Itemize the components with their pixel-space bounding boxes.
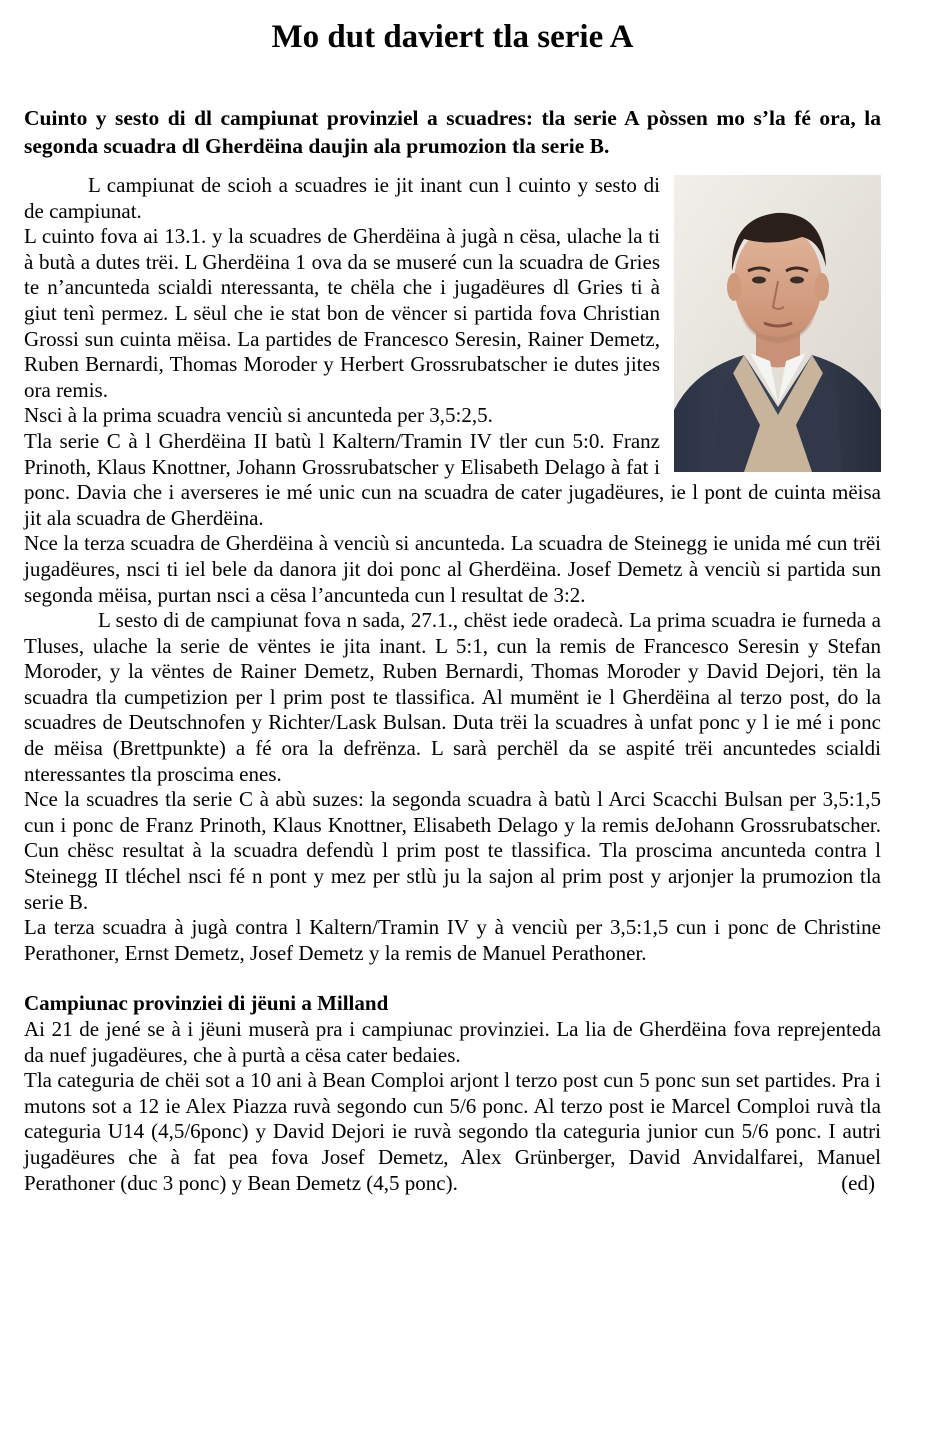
- article-lead: Cuinto y sesto di dl campiunat provinziel a scuadres: tla serie A pòssen mo s’la fé ora, la segonda scuadra dl Gherdëina daujin ala prumozion tla serie B.: [24, 106, 881, 158]
- paragraph-serie-c-second: Nce la scuadres tla serie C à abù suzes: la segonda scuadra à batù l Arci Scacchi Bulsan per 3,5:1,5 cun i ponc de Franz Prinoth, Klaus Knottner, Elisabeth Delago y la remis deJohann Grossrubatscher. Cun chësc resultat à la scuadra defendù l prim post te tlassifica. Tla proscima ancunteda contra l Steinegg II tléchel nsci fé n pont y mez per stlù ju la sajon al prim post y arjonjer la prumozion tla serie B.: [24, 787, 881, 914]
- paragraph-youth-results: Tla categuria de chëi sot a 10 ani à Bean Comploi arjont l terzo post cun 5 ponc sun set partides. Pra i mutons sot a 12 ie Alex Piazza ruvà segondo cun 5/6 ponc. Al terzo post ie Marcel Comploi ruvà tla categuria U14 (4,5/6ponc) y David Dejori ie ruvà segondo tla categuria junior cun 5/6 ponc. I autri jugadëures che à fat pea fova Josef Demetz, Alex Grünberger, David Anvidalfarei, Manuel Perathoner (duc 3 ponc) y Bean Demetz (4,5 ponc).: [24, 1068, 881, 1195]
- portrait-illustration: [674, 175, 881, 472]
- paragraph-serie-c: Tla serie C à l Gherdëina II batù l Kaltern/Tramin IV tler cun 5:0. Franz Prinoth, Klaus Knottner, Johann Grossrubatscher y Elisabeth Delago à fat i ponc. Davia che i averseres ie mé unic cun na scuadra de cater jugadëures, ie l pont de cuinta mëisa jit ala scuadra de Gherdëina.: [24, 428, 881, 530]
- article-body: [24, 173, 881, 1196]
- paragraph-round-six: L sesto di de campiunat fova n sada, 27.1., chëst iede oradecà. La prima scuadra ie furneda a Tluses, ulache la serie de vëntes ie jita inant. L 5:1, cun la remis de Francesco Seresin y Stefan Moroder, y la vëntes de Rainer Demetz, Ruben Bernardi, Thomas Moroder y David Dejori, tën la scuadra tla cumpetizion per l prim post te tlassifica. Al mumënt ie l Gherdëina al terzo post, do la scuadres de Deutschnofen y Richter/Lask Bulsan. Duta trëi la scuadres à unfat ponc y l ie mé i ponc de mëisa (Brettpunkte) a fé ora la defrënza. L sarà perchël da se aspité trëi ancuntedes scialdi nteressantes tla proscima enes.: [24, 608, 881, 786]
- portrait-photo: [674, 175, 881, 472]
- paragraph-third-team: Nce la terza scuadra de Gherdëina à venciù si ancunteda. La scuadra de Steinegg ie unida mé cun trëi jugadëures, nsci ti iel bele da danora jit doi ponc al Gherdëina. Josef Demetz à venciù si partida sun segonda mëisa, purtan nsci a cësa l’ancunteda cun l resultat de 3:2.: [24, 531, 881, 607]
- author-signature: (ed): [841, 1170, 875, 1195]
- closing-row: [24, 1068, 881, 1196]
- article-page: [24, 0, 881, 1196]
- paragraph-first-team-result: Nsci à la prima scuadra venciù si ancunteda per 3,5:2,5.: [24, 403, 493, 428]
- paragraph-third-team-second: La terza scuadra à jugà contra l Kaltern/Tramin IV y à venciù per 3,5:1,5 cun i ponc de Christine Perathoner, Ernst Demetz, Josef Demetz y la remis de Manuel Perathoner.: [24, 915, 881, 965]
- section-heading-youth: Campiunac provinziei di jëuni a Milland: [24, 991, 389, 1016]
- paragraph-youth-intro: Ai 21 de jené se à i jëuni muserà pra i campiunac provinziei. La lia de Gherdëina fova reprejenteda da nuef jugadëures, che à purtà a cësa cater bedaies.: [24, 1017, 881, 1067]
- article-title: Mo dut daviert tla serie A: [271, 19, 634, 55]
- paragraph-intro: L campiunat de scioh a scuadres ie jit inant cun l cuinto y sesto di de campiunat.: [24, 173, 660, 223]
- paragraph-round-five: L cuinto fova ai 13.1. y la scuadres de Gherdëina à jugà n cësa, ulache la ti à butà a dutes trëi. L Gherdëina 1 ova da se museré cun la scuadra de Gries te n’ancunteda scialdi nteressanta, te chëla che i jugadëures dl Gries ti à giut tenì permez. L sëul che ie stat bon de vëncer si partida fova Christian Grossi sun cuinta mëisa. La partides de Francesco Seresin, Rainer Demetz, Ruben Bernardi, Thomas Moroder y Herbert Grossrubatscher ie dutes jites ora remis.: [24, 224, 660, 402]
